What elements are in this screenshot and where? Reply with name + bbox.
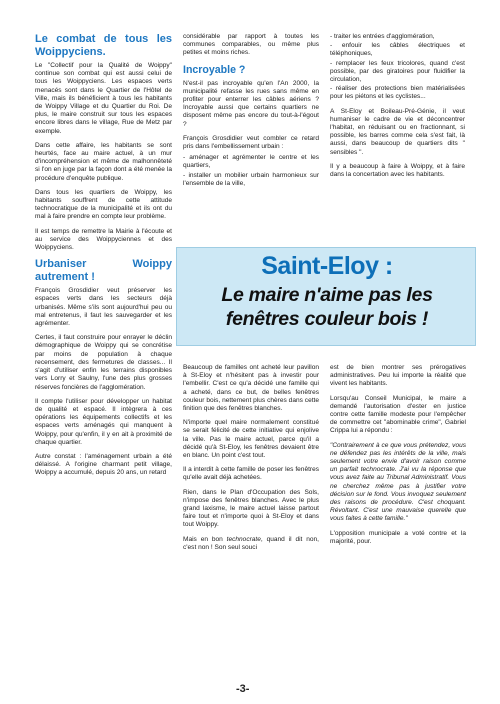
box-subtitle-line-2: fenêtres couleur bois ! — [225, 308, 429, 330]
paragraph: Il est temps de remettre la Mairie à l'écoute et au service des Woippyciennes et des Woippyciens. — [35, 227, 172, 252]
paragraph: A St-Eloy et Boileau-Pré-Génie, il veut humaniser le cadre de vie et déconcentrer l'habitat, en réduisant ou en fractionnant, si possible, les barres comme cela s'est fait, là aussi, dans beaucoup de quartiers dits " sensibles ". — [330, 107, 465, 156]
text-run: , quand il dit non, c'est non ! Son seul souci — [183, 535, 319, 551]
column-5 — [330, 364, 466, 552]
column-4 — [183, 364, 319, 558]
column-2 — [183, 33, 319, 189]
paragraph: Certes, il faut construire pour enrayer le déclin démographique de Woippy qui se concrétise par moins de population à chaque recensement, des fermetures de classes... Il s'agit d'utiliser enfin les terrains disponibles vers Lorry et Saulny, l'une des plus grosses réserves foncières de l'agglomération. — [35, 334, 172, 391]
paragraph: Dans tous les quartiers de Woippy, les habitants souffrent de cette attitude technocratique de la municipalité et ils ont du mal à faire prendre en compte leur problème. — [35, 188, 172, 221]
list-item: - réaliser des protections bien matérialisées pour les piétons et les cyclistes... — [330, 85, 465, 101]
text-run: Mais en bon — [183, 535, 227, 543]
column-1 — [35, 33, 172, 484]
paragraph: Autre constat : l'aménagement urbain a été délaissé. A l'origine charmant petit village, Woippy a accumulé, depuis 20 ans, un retard — [35, 452, 172, 477]
paragraph: L'opposition municipale a voté contre et la majorité, pour. — [330, 529, 466, 545]
paragraph — [183, 536, 319, 552]
list-item: - traiter les entrées d'agglomération, — [330, 33, 435, 40]
paragraph: est de bien montrer ses prérogatives administratives. Peu lui importe la réalité que vivent les habitants. — [330, 364, 466, 388]
paragraph: François Grosdidier veut préserver les espaces verts dans les secteurs déjà urbanisés. Même s'ils sont aujourd'hui peu ou mal entretenus, il faut les sauvegarder et les agrémenter. — [35, 287, 172, 328]
paragraph: N'importe quel maire normalement constitué se serait félicité de cette initiative qui enjolive la ville. Pas le maire actuel, parce qu'il a décidé qu'à St-Eloy, les fenêtres devaient être en blanc. Un point c'est tout. — [183, 419, 319, 460]
paragraph: Beaucoup de familles ont acheté leur pavillon à St-Eloy et n'hésitent pas à investir pour l'embellir. C'est ce qu'a décidé une famille qui a acheté, dans ce but, de belles fenêtres couleur bois, nettement plus chères dans cette finition que des fenêtres blanches. — [183, 364, 319, 413]
paragraph: Le "Collectif pour la Qualité de Woippy" continue son combat qui est aussi celui de tous les Woippyciens. Les espaces verts menacés sont dans le Quartier de l'Hôtel de Ville, mais ils bénéficient à tous les habitants de Woippy Village et du Quartier du Roi. De plus, le maire construit sur tous les espaces encore libres dans le village, Rue de Metz par exemple. — [35, 62, 172, 135]
heading-combat: Le combat de tous les Woippyciens. — [35, 33, 172, 58]
column-3 — [330, 33, 465, 185]
paragraph: Il y a beaucoup à faire à Woippy, et à faire dans la concertation avec les habitants. — [330, 162, 465, 179]
box-subtitle-line-1: Le maire n'aime pas les — [221, 284, 433, 306]
text-run-italic: technocrate — [226, 535, 261, 543]
paragraph: Lorsqu'au Conseil Municipal, le maire a demandé l'autorisation d'ester en justice contre cette famille modeste pour l'empêcher de commettre cet "abominable crime", Gabriel Crippa lui a répondu : — [330, 394, 466, 435]
paragraph: Il compte l'utiliser pour développer un habitat de qualité et espacé. Il intègrera à ces opérations les équipements collectifs et les espaces verts aménagés qui manquent à Woippy, pour qu'enfin, il y en ait à proximité de chaque quartier. — [35, 397, 172, 446]
list-item: - installer un mobilier urbain harmonieux sur l'ensemble de la ville, — [183, 171, 319, 187]
paragraph: Il a interdit à cette famille de poser les fenêtres qu'elle avait déjà achetées. — [183, 466, 319, 482]
list-item: - remplacer les feux tricolores, quand c'est possible, par des giratoires pour fluidifier la circulation, — [330, 59, 465, 84]
paragraph: N'est-il pas incroyable qu'en l'An 2000, la municipalité refasse les rues sans même en profiter pour enterrer les câbles aériens ? Incroyable aussi que certains quartiers ne disposent même pas encore du tout-à-l'égout ? — [183, 79, 319, 128]
heading-incroyable: Incroyable ? — [183, 63, 246, 76]
paragraph: Dans cette affaire, les habitants se sont heurtés, face au maire actuel, à un mur d'incompréhension et même de malhonnêteté si l'on en juge par la façon dont a été menée la procédure d'enquête publique. — [35, 141, 172, 182]
paragraph: François Grosdidier veut combler ce retard pris dans l'embellissement urbain : — [183, 134, 319, 151]
list-item: - aménager et agrémenter le centre et les quartiers, — [183, 154, 319, 170]
box-title: Saint-Eloy : — [261, 252, 393, 280]
paragraph: Rien, dans le Plan d'Occupation des Sols, n'impose des fenêtres blanches. Avec le plus grand laxisme, le maire actuel laisse partout faire tout et n'importe quoi à St-Eloy et dans tout Woippy. — [183, 488, 319, 529]
paragraph: considérable par rapport à toutes les communes comparables, ou même plus petites et moins riches. — [183, 33, 319, 57]
list-item: - enfouir les câbles électriques et téléphoniques, — [330, 42, 465, 58]
page-number: -3- — [236, 683, 250, 695]
box-subtitle — [177, 283, 477, 331]
heading-urbaniser: Urbaniser Woippy autrement ! — [35, 258, 172, 283]
saint-eloy-headline-box — [176, 247, 476, 346]
quote-paragraph: "Contrairement à ce que vous prétendez, vous ne défendez pas les intérêts de la ville, mais seulement votre envie d'avoir raison comme un parfait technocrate. J'ai vu la réponse que vous avez faite au Tribunal Administratif. Vous ne cherchez même pas à justifier votre décision sur le fond. Vous invoquez seulement des raisons de procédure. C'est choquant. Révoltant. C'est une mauvaise querelle que vous faites à cette famille." — [330, 441, 466, 523]
